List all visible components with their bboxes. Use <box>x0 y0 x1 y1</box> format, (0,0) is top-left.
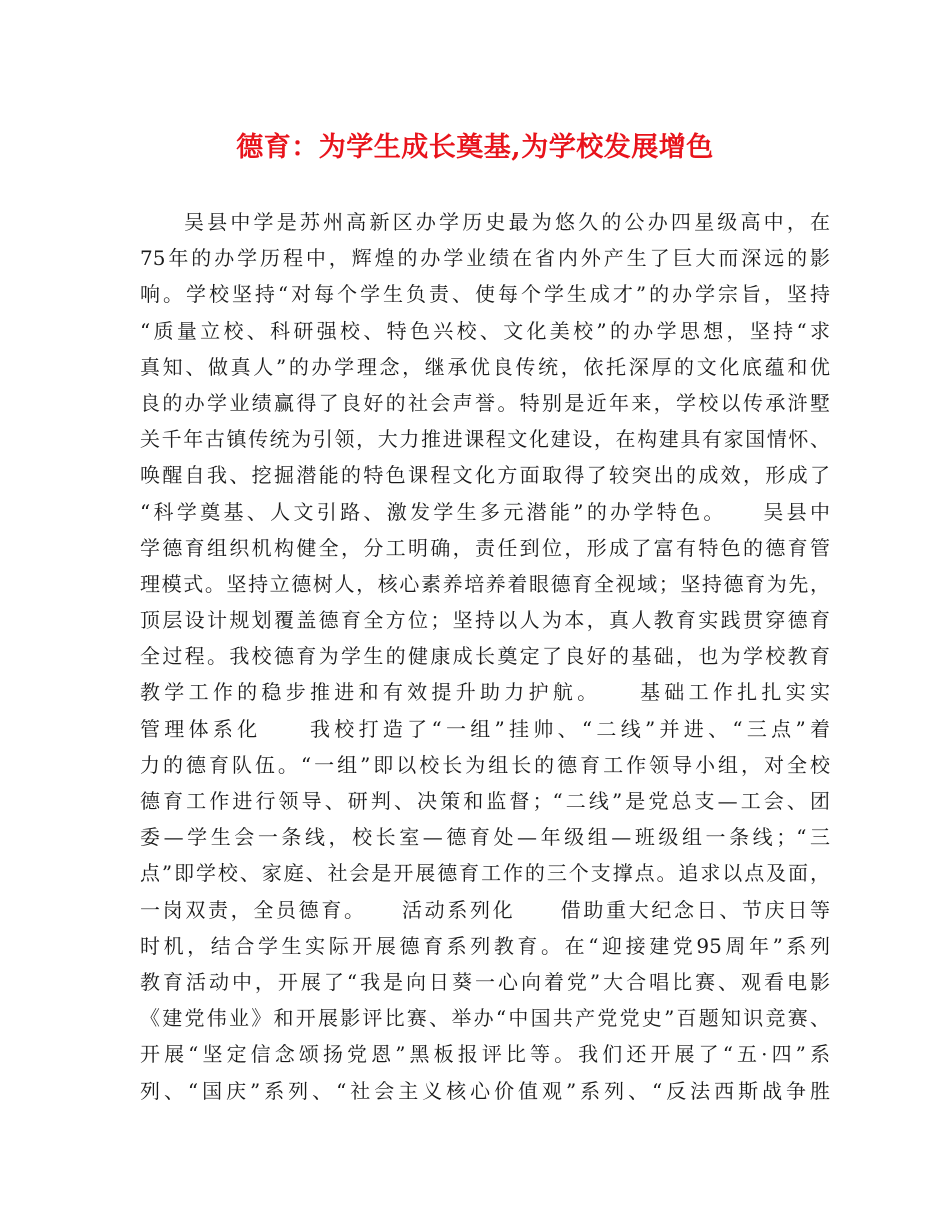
body-line: 真知、做真人”的办学理念，继承优良传统，依托深厚的文化底蕴和优 <box>140 354 830 379</box>
body-line: 顶层设计规划覆盖德育全方位；坚持以人为本，真人教育实践贯穿德育 <box>140 608 830 633</box>
body-line: 唤醒自我、挖掘潜能的特色课程文化方面取得了较突出的成效，形成了 <box>140 463 830 488</box>
body-line: 教育活动中，开展了“我是向日葵一心向着党”大合唱比赛、观看电影 <box>140 969 830 994</box>
body-line: 响。学校坚持“对每个学生负责、使每个学生成才”的办学宗旨，坚持 <box>140 282 830 307</box>
body-line: 一岗双责，全员德育。 活动系列化 借助重大纪念日、节庆日等 <box>140 897 830 922</box>
body-line: 理模式。坚持立德树人，核心素养培养着眼德育全视域；坚持德育为先， <box>140 571 830 596</box>
body-line: 学德育组织机构健全，分工明确，责任到位，形成了富有特色的德育管 <box>140 535 830 560</box>
document-title: 德育：为学生成长奠基,为学校发展增色 <box>236 132 714 163</box>
body-line: 吴县中学是苏州高新区办学历史最为悠久的公办四星级高中，在 <box>184 210 830 234</box>
body-line: 管理体系化 我校打造了“一组”挂帅、“二线”并进、“三点”着 <box>140 716 830 741</box>
body-line: 德育工作进行领导、研判、决策和监督；“二线”是党总支—工会、团 <box>140 789 830 813</box>
document-body <box>140 204 830 1109</box>
body-line: 良的办学业绩赢得了良好的社会声誉。特别是近年来，学校以传承浒墅 <box>140 390 830 415</box>
body-line: 教学工作的稳步推进和有效提升助力护航。 基础工作扎扎实实 <box>140 680 830 705</box>
body-line: 全过程。我校德育为学生的健康成长奠定了良好的基础，也为学校教育 <box>140 644 830 669</box>
body-line: 75年的办学历程中，辉煌的办学业绩在省内外产生了巨大而深远的影 <box>140 246 830 271</box>
body-line: 《建党伟业》和开展影评比赛、举办“中国共产党党史”百题知识竞赛、 <box>140 1006 830 1031</box>
body-line: 开展“坚定信念颂扬党恩”黑板报评比等。我们还开展了“五·四”系 <box>140 1042 830 1067</box>
body-line: “科学奠基、人文引路、激发学生多元潜能”的办学特色。 吴县中 <box>140 499 830 524</box>
body-line: 委—学生会一条线，校长室—德育处—年级组—班级组一条线；“三 <box>140 825 830 850</box>
body-line: 点”即学校、家庭、社会是开展德育工作的三个支撑点。追求以点及面， <box>140 861 830 886</box>
body-line: 列、“国庆”系列、“社会主义核心价值观”系列、“反法西斯战争胜 <box>140 1078 830 1103</box>
body-line: “质量立校、科研强校、特色兴校、文化美校”的办学思想，坚持“求 <box>140 318 830 343</box>
body-line: 力的德育队伍。“一组”即以校长为组长的德育工作领导小组，对全校 <box>140 752 830 777</box>
body-line: 时机，结合学生实际开展德育系列教育。在“迎接建党95周年”系列 <box>140 933 830 958</box>
body-line: 关千年古镇传统为引领，大力推进课程文化建设，在构建具有家国情怀、 <box>140 427 830 452</box>
